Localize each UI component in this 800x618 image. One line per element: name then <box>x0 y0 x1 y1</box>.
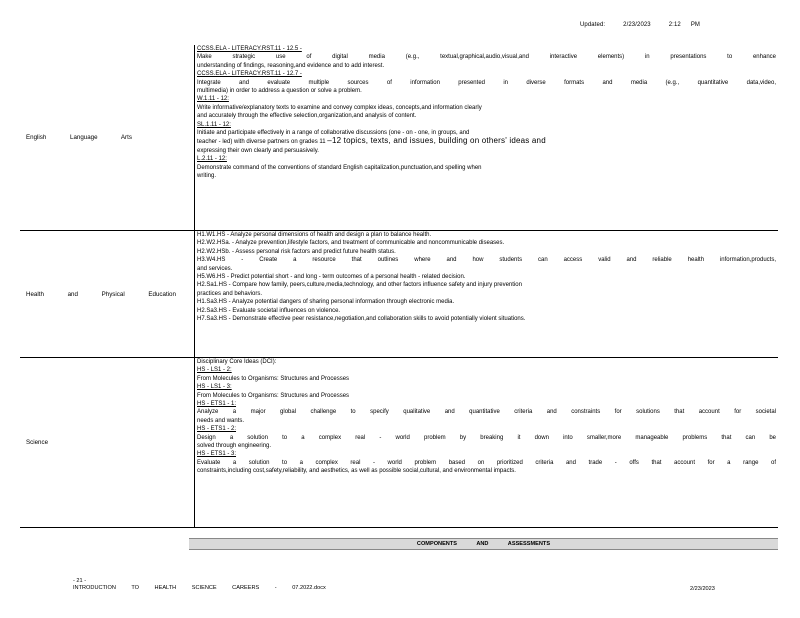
line-text: needs and wants. <box>197 417 245 424</box>
line-text: H2.Sa3.HS - Evaluate societal influences on violence. <box>197 307 341 314</box>
document-title: INTRODUCTION TO HEALTH SCIENCE CAREERS - 07.2022.docx <box>73 585 326 591</box>
subject-cell: Science <box>20 358 195 528</box>
line-text: H2.Sa1.HS - Compare how family, peers,culture,media,technology, and other factors influence safety and injury prevention <box>197 282 522 289</box>
standards-cell <box>195 358 779 528</box>
line-text: Write informative/explanatory texts to examine and convey complex ideas, concepts,and information clearly <box>197 104 482 111</box>
standard-text <box>197 467 776 475</box>
standard-code <box>197 121 776 129</box>
line-text: L.2.11 - 12: <box>197 156 227 163</box>
standard-text <box>197 256 776 264</box>
line-text: W.1.11 - 12: <box>197 96 229 103</box>
line-text: H7.Sa3.HS - Demonstrate effective peer resistance,negotiation,and collaboration skills to avoid potentially violent situations. <box>197 316 526 323</box>
line-text: teacher - led) with diverse partners on grades 11 <box>197 139 326 146</box>
standard-code <box>197 155 776 163</box>
line-text: HS - ETS1 - 1: <box>197 401 237 408</box>
standard-text <box>197 62 776 70</box>
line-text: Integrate and evaluate multiple sources of information presented in diverse formats and media (e.g., quantitative data,video, <box>197 79 776 86</box>
subject-cell: Health and Physical Education <box>20 231 195 358</box>
standard-text <box>197 147 776 155</box>
standard-text <box>197 164 776 172</box>
line-text: constraints,including cost,safety,reliability, and aesthetics, as well as possible social,cultural, and environmental impacts. <box>197 468 516 475</box>
line-text: H1.Sa3.HS - Analyze potential dangers of sharing personal information through electronic media. <box>197 299 455 306</box>
line-text: H1.W1.HS - Analyze personal dimensions of health and design a plan to balance health. <box>197 232 432 238</box>
line-text: HS - ETS1 - 3: <box>197 451 237 458</box>
standard-text <box>197 172 776 180</box>
line-text: HS - LS1 - 2: <box>197 367 232 374</box>
line-text-large: –12 topics, texts, and issues, building on others' ideas and <box>327 137 546 146</box>
standards-cell <box>195 231 779 358</box>
line-text: practices and behaviors. <box>197 290 263 297</box>
footer-date: 2/23/2023 <box>690 586 715 592</box>
standards-cell <box>195 45 779 231</box>
line-text: SL.1.11 - 12: <box>197 121 231 128</box>
standard-text <box>197 248 776 256</box>
standard-text <box>197 137 776 146</box>
line-text: Make strategic use of digital media (e.g., textual,graphical,audio,visual,and interactive elements) in presentations to enhance <box>197 54 776 61</box>
standard-code <box>197 400 776 408</box>
line-text: H5.W6.HS - Predict potential short - and long - term outcomes of a personal health - related decision. <box>197 274 466 281</box>
standard-code <box>197 450 776 458</box>
standard-text <box>197 375 776 383</box>
line-text: understanding of findings, reasoning,and evidence and to add interest. <box>197 62 385 69</box>
standard-code <box>197 70 776 78</box>
standard-code <box>197 95 776 103</box>
table-row-health <box>20 231 778 358</box>
table-row-ela <box>20 45 778 231</box>
standard-text <box>197 290 776 298</box>
line-text: writing. <box>197 173 217 180</box>
standard-text <box>197 87 776 95</box>
updated-ampm: PM <box>690 22 701 28</box>
line-text: From Molecules to Organisms: Structures and Processes <box>197 392 350 399</box>
standard-code <box>197 425 776 433</box>
line-text: HS - LS1 - 3: <box>197 384 232 391</box>
standard-text <box>197 417 776 425</box>
standard-text <box>197 104 776 112</box>
updated-time: 2:12 <box>668 22 681 28</box>
standard-code <box>197 45 776 53</box>
page-number: - 21 - <box>73 578 87 584</box>
standard-text <box>197 129 776 137</box>
standards-table <box>20 45 778 528</box>
standard-text <box>197 434 776 442</box>
standard-text <box>197 408 776 416</box>
standard-text <box>197 273 776 281</box>
line-text: H2.W2.HSb. - Assess personal risk factors and predict future health status. <box>197 248 396 255</box>
line-text: and accurately through the effective selection,organization,and analysis of content. <box>197 113 417 120</box>
line-text: multimedia) in order to address a question or solve a problem. <box>197 88 362 95</box>
updated-stamp <box>580 22 700 28</box>
line-text: CCSS.ELA - LITERACY.RST.11 - 12.7 - <box>197 71 302 78</box>
standard-text <box>197 281 776 289</box>
subject-cell: English Language Arts <box>20 45 195 231</box>
components-section-header: COMPONENTS AND ASSESSMENTS <box>189 538 778 550</box>
line-text: Disciplinary Core Ideas (DCI): <box>197 359 277 365</box>
standard-text <box>197 459 776 467</box>
standard-text <box>197 442 776 450</box>
standard-text <box>197 392 776 400</box>
standard-text <box>197 307 776 315</box>
standard-text <box>197 358 776 366</box>
line-text: solved through engineering. <box>197 443 272 450</box>
line-text: CCSS.ELA - LITERACY.RST.11 - 12.5 - <box>197 46 302 52</box>
line-text: Design a solution to a complex real - world problem by breaking it down into smaller,more manageable problems that can be <box>197 434 776 441</box>
standard-text <box>197 231 776 239</box>
standard-code <box>197 383 776 391</box>
updated-label: Updated: <box>580 22 606 28</box>
line-text: H3.W4.HS - Create a resource that outlines where and how students can access valid and reliable health information,products, <box>197 257 776 264</box>
line-text: HS - ETS1 - 2: <box>197 426 237 433</box>
line-text: H2.W2.HSa. - Analyze prevention,lifestyle factors, and treatment of communicable and noncommunicable diseases. <box>197 240 505 247</box>
line-text: Analyze a major global challenge to specify qualitative and quantitative criteria and constraints for solutions that account for societal <box>197 409 776 416</box>
updated-date: 2/23/2023 <box>623 22 651 28</box>
standard-text <box>197 239 776 247</box>
standard-code <box>197 366 776 374</box>
line-text: Demonstrate command of the conventions of standard English capitalization,punctuation,and spelling when <box>197 164 482 171</box>
table-row-science <box>20 358 778 528</box>
standard-text <box>197 53 776 61</box>
footer-left <box>73 578 326 592</box>
line-text: expressing their own clearly and persuasively. <box>197 147 319 154</box>
line-text: Initiate and participate effectively in a range of collaborative discussions (one - on - one, in groups, and <box>197 130 470 137</box>
line-text: and services. <box>197 265 233 272</box>
line-text: Evaluate a solution to a complex real - world problem based on prioritized criteria and trade - offs that account for a range of <box>197 459 776 466</box>
standard-text <box>197 112 776 120</box>
standard-text <box>197 298 776 306</box>
line-text: From Molecules to Organisms: Structures and Processes <box>197 375 350 382</box>
standard-text <box>197 265 776 273</box>
standard-text <box>197 315 776 323</box>
standard-text <box>197 79 776 87</box>
